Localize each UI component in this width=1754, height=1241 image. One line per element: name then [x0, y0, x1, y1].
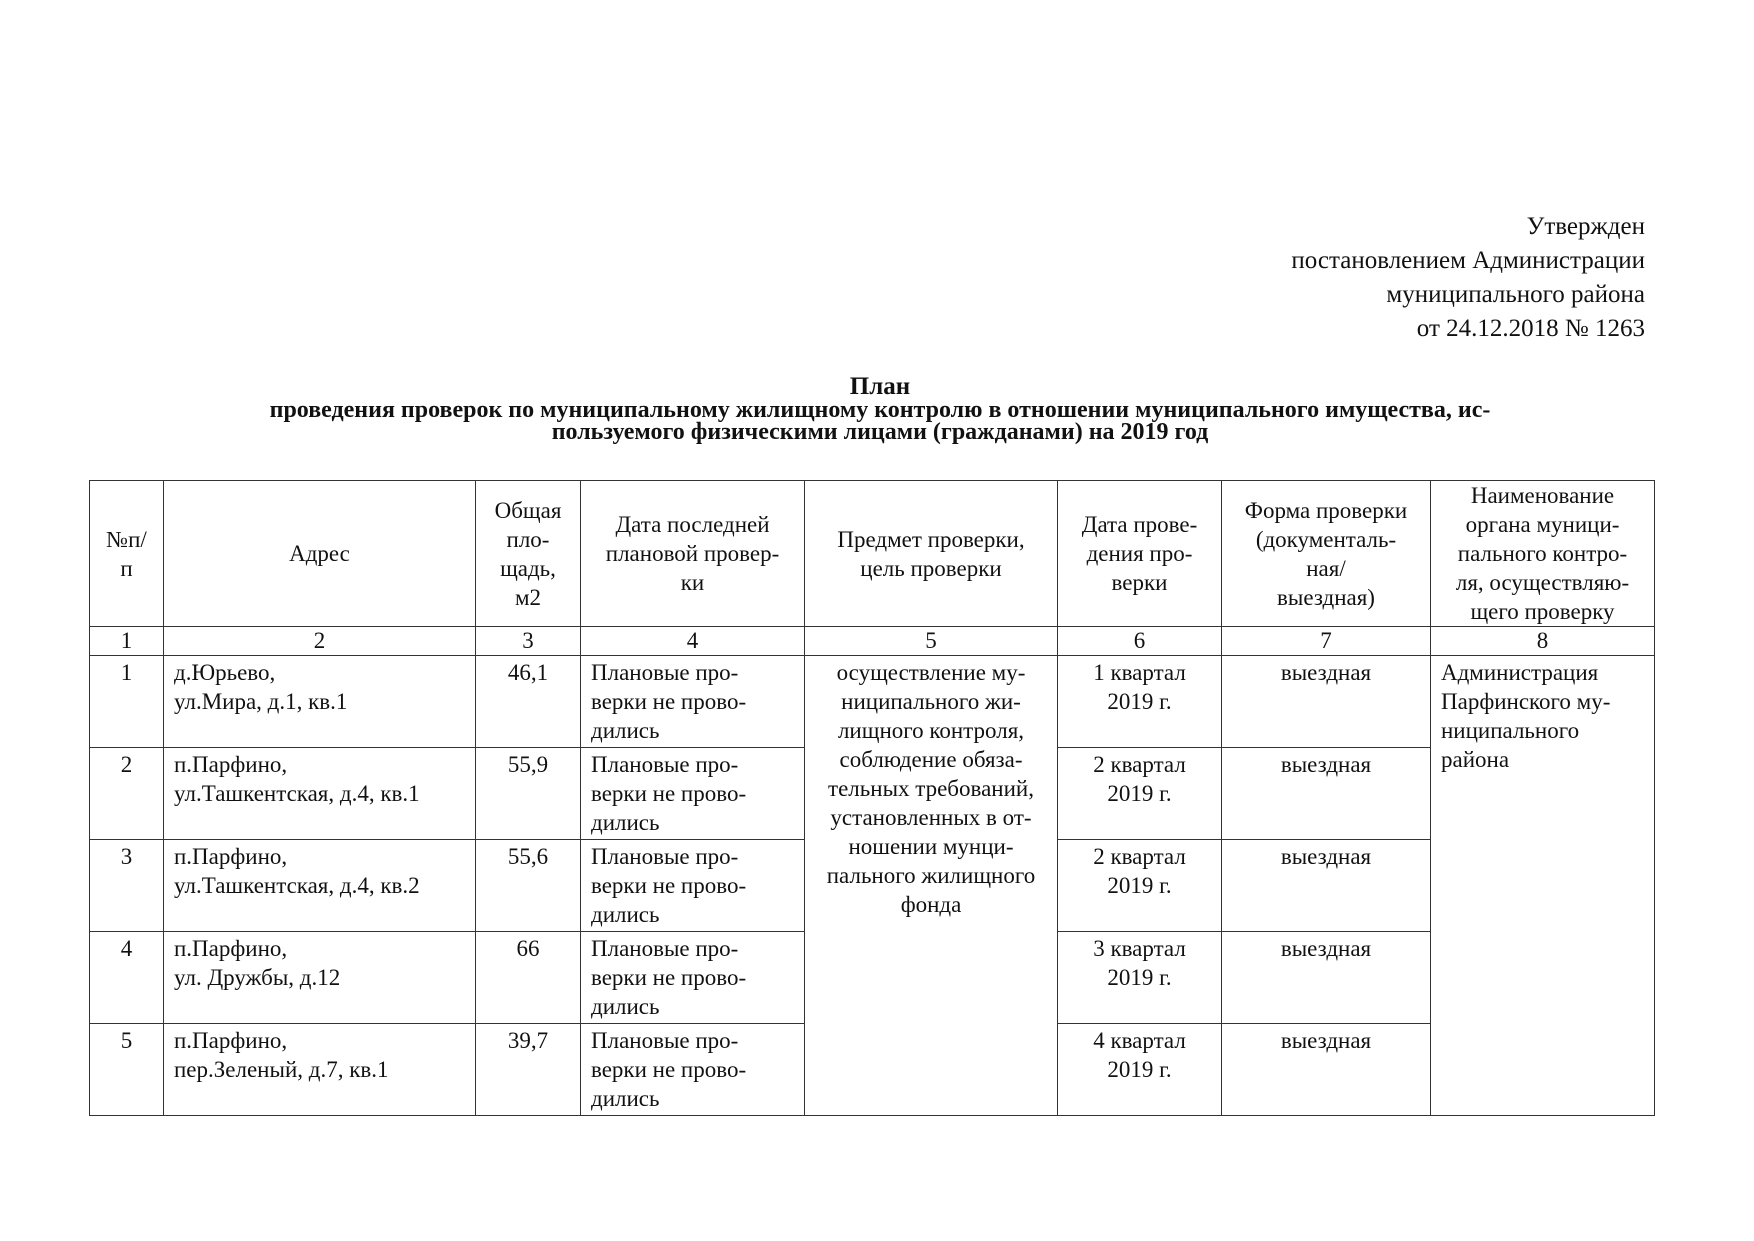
row-last-check: Плановые про- верки не прово- дились	[581, 840, 805, 932]
column-number: 5	[805, 627, 1058, 656]
row-num: 1	[90, 656, 164, 748]
header-num: №п/ п	[90, 481, 164, 627]
column-number: 6	[1058, 627, 1222, 656]
subject-cell: осуществление му- ниципального жи- лищного контроля, соблюдение обяза- тельных требований, установленных в от- ношении мунци- пального жилищного фонда	[805, 656, 1058, 1116]
title-line-3: пользуемого физическими лицами (гражданами) на 2019 год	[551, 419, 1209, 445]
document-title	[120, 375, 1640, 443]
column-number: 8	[1431, 627, 1655, 656]
header-check-date: Дата прове- дения про- верки	[1058, 481, 1222, 627]
table-header-row	[90, 481, 1655, 627]
approval-line-3: муниципального района	[1386, 281, 1645, 308]
row-form: выездная	[1222, 932, 1431, 1024]
title-main: План	[849, 373, 911, 400]
row-area: 39,7	[476, 1024, 581, 1116]
row-area: 55,9	[476, 748, 581, 840]
row-check-date: 3 квартал 2019 г.	[1058, 932, 1222, 1024]
row-last-check: Плановые про- верки не прово- дились	[581, 1024, 805, 1116]
row-check-date: 2 квартал 2019 г.	[1058, 840, 1222, 932]
row-last-check: Плановые про- верки не прово- дились	[581, 932, 805, 1024]
column-number: 4	[581, 627, 805, 656]
row-address: д.Юрьево, ул.Мира, д.1, кв.1	[164, 656, 476, 748]
row-address: п.Парфино, пер.Зеленый, д.7, кв.1	[164, 1024, 476, 1116]
row-last-check: Плановые про- верки не прово- дились	[581, 656, 805, 748]
column-number: 3	[476, 627, 581, 656]
row-check-date: 1 квартал 2019 г.	[1058, 656, 1222, 748]
approval-line-2: постановлением Администрации	[1291, 247, 1645, 274]
approval-block	[1291, 210, 1645, 346]
row-area: 46,1	[476, 656, 581, 748]
org-cell: Администрация Парфинского му- ниципального района	[1431, 656, 1655, 1116]
header-address: Адрес	[164, 481, 476, 627]
row-form: выездная	[1222, 748, 1431, 840]
header-area: Общая пло- щадь, м2	[476, 481, 581, 627]
row-address: п.Парфино, ул.Ташкентская, д.4, кв.2	[164, 840, 476, 932]
row-check-date: 2 квартал 2019 г.	[1058, 748, 1222, 840]
row-num: 3	[90, 840, 164, 932]
inspection-plan-table	[89, 480, 1655, 1116]
table-row	[90, 656, 1655, 748]
approval-line-4: от 24.12.2018 № 1263	[1416, 315, 1645, 342]
row-form: выездная	[1222, 656, 1431, 748]
header-org: Наименование органа муници- пального контро- ля, осуществляю- щего проверку	[1431, 481, 1655, 627]
column-number: 2	[164, 627, 476, 656]
row-address: п.Парфино, ул.Ташкентская, д.4, кв.1	[164, 748, 476, 840]
row-form: выездная	[1222, 1024, 1431, 1116]
header-last-check: Дата последней плановой провер- ки	[581, 481, 805, 627]
row-num: 5	[90, 1024, 164, 1116]
row-address: п.Парфино, ул. Дружбы, д.12	[164, 932, 476, 1024]
row-area: 66	[476, 932, 581, 1024]
row-area: 55,6	[476, 840, 581, 932]
approval-line-1: Утвержден	[1526, 213, 1645, 240]
row-num: 2	[90, 748, 164, 840]
row-form: выездная	[1222, 840, 1431, 932]
row-last-check: Плановые про- верки не прово- дились	[581, 748, 805, 840]
column-number: 1	[90, 627, 164, 656]
header-subject: Предмет проверки, цель проверки	[805, 481, 1058, 627]
column-number: 7	[1222, 627, 1431, 656]
row-check-date: 4 квартал 2019 г.	[1058, 1024, 1222, 1116]
row-num: 4	[90, 932, 164, 1024]
title-line-2: проведения проверок по муниципальному жилищному контролю в отношении муниципального имущества, ис-	[269, 397, 1491, 423]
column-number-row	[90, 627, 1655, 656]
header-form: Форма проверки (документаль- ная/ выездная)	[1222, 481, 1431, 627]
